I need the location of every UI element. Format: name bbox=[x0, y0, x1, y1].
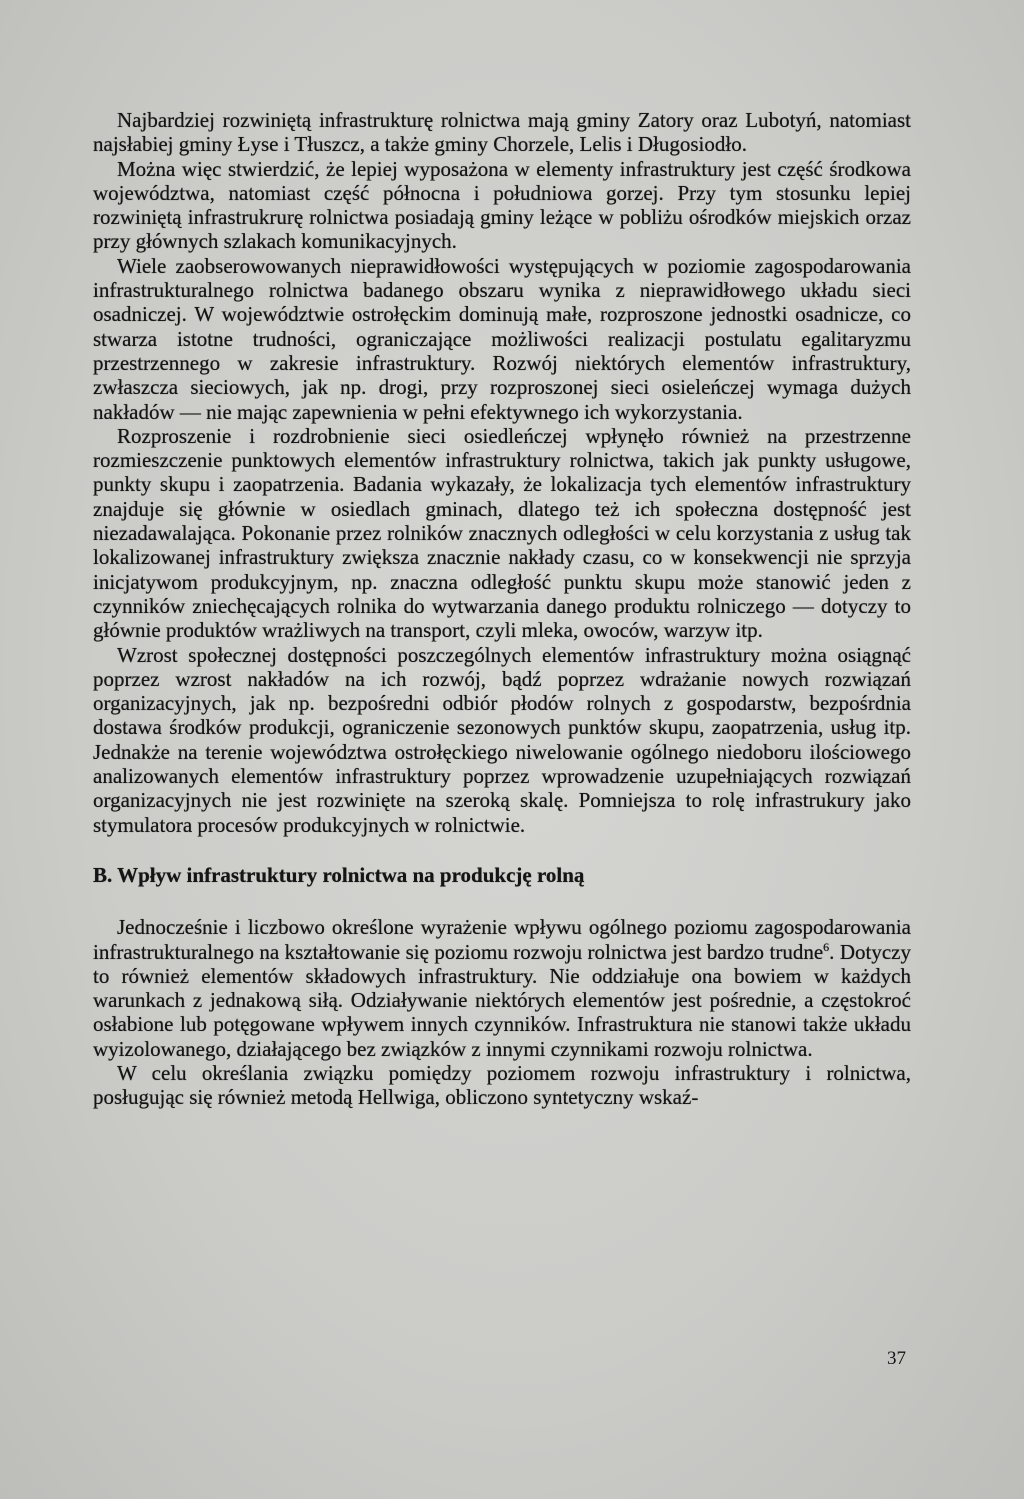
body-text bbox=[93, 108, 911, 1110]
section-heading: B. Wpływ infrastruktury rolnictwa na produkcję rolną bbox=[93, 862, 585, 887]
paragraph-2: Można więc stwierdzić, że lepiej wyposażona w elementy infrastruktury jest część środkowa województwa, natomiast część północna i południowa gorzej. Przy tym stosunku lepiej rozwiniętą infrastrukrurę rolnictwa posiadają gminy leżące w pobliżu ośrodków miejskich orzaz przy głównych szlakach komunikacyjnych. bbox=[93, 156, 911, 254]
footnote-mark: 6 bbox=[823, 939, 830, 954]
paragraph-7: W celu określania związku pomiędzy poziomem rozwoju infrastruktury i rolnictwa, posługując się również metodą Hellwiga, obliczono syntetyczny wskaź- bbox=[93, 1060, 911, 1110]
page-number: 37 bbox=[887, 1348, 906, 1369]
paragraph-1: Najbardziej rozwiniętą infrastrukturę rolnictwa mają gminy Zatory oraz Lubotyń, natomiast najsłabiej gminy Łyse i Tłuszcz, a także gminy Chorzele, Lelis i Długosiodło. bbox=[93, 108, 911, 157]
paragraph-5: Wzrost społecznej dostępności poszczególnych elementów infrastruktury można osiągnąć poprzez wzrost nakładów na ich rozwój, bądź poprzez wdrażanie nowych rozwiązań organizacyjnych, jak np. bezpośredni odbiór płodów rolnych z gospodarstw, bezpośrdnia dostawa środków produkcji, ograniczenie sezonowych punktów skupu, zaopatrzenia, usług itp. Jednakże na terenie województwa ostrołęckiego niwelowanie ogólnego niedoboru ilościowego analizowanych elementów infrastruktury poprzez wprowadzenie uzupełniających rozwiązań organizacyjnych nie jest rozwinięte na szeroką skalę. Pomniejsza to rolę infrastrukury jako stymulatora procesów produkcyjnych w rolnictwie. bbox=[93, 642, 911, 837]
paragraph-6 bbox=[93, 915, 911, 1061]
paragraph-3: Wiele zaobserowowanych nieprawidłowości występujących w poziomie zagospodarowania infrastrukturalnego rolnictwa badanego obszaru wynika z nieprawidłowego układu sieci osadniczej. W województwie ostrołęckim dominują małe, rozproszone jednostki osadnicze, co stwarza istotne trudności, ograniczające możliwości realizacji postulatu egalitaryzmu przestrzennego w zakresie infrastruktury. Rozwój niektórych elementów infrastruktury, zwłaszcza sieciowych, jak np. drogi, przy rozproszonej sieci osieleńczej wymaga dużych nakładów — nie mając zapewnienia w pełni efektywnego ich wykorzystania. bbox=[93, 253, 911, 424]
paragraph-4: Rozproszenie i rozdrobnienie sieci osiedleńczej wpłynęło również na przestrzenne rozmieszczenie punktowych elementów infrastruktury rolnictwa, takich jak punkty usługowe, punkty skupu i zaopatrzenia. Badania wykazały, że lokalizacja tych elementów infrastruktury znajduje się głównie w osiedlach gminach, dlatego też ich społeczna dostępność jest niezadawalająca. Pokonanie przez rolników znacznych odległości w celu korzystania z usług tak lokalizowanej infrastruktury zwiększa znacznie nakłady czasu, co w konsekwencji nie sprzyja inicjatywom produkcyjnym, np. znaczna odległość punktu skupu może stanowić jeden z czynników zniechęcających rolnika do wytwarzania danego produktu rolniczego — dotyczy to głównie produktów wrażliwych na transport, czyli mleka, owoców, warzyw itp. bbox=[93, 423, 911, 643]
paragraph-6-part-1: Jednocześnie i liczbowo określone wyrażenie wpływu ogólnego poziomu zagospodarowania infrastrukturalnego na kształtowanie się poziomu rozwoju rolnictwa jest bardzo trudne bbox=[93, 915, 911, 964]
paragraph-6-part-2: . Dotyczy to również elementów składowych infrastruktury. Nie oddziałuje ona bowiem w każdych warunkach z jednakową siłą. Odziaływanie niektórych elementów jest pośrednie, a częstokroć osłabione lub potęgowane wpływem innych czynników. Infrastruktura nie stanowi także układu wyizolowanego, działającego bez związków z innymi czynnikami rozwoju rolnictwa. bbox=[93, 939, 911, 1061]
